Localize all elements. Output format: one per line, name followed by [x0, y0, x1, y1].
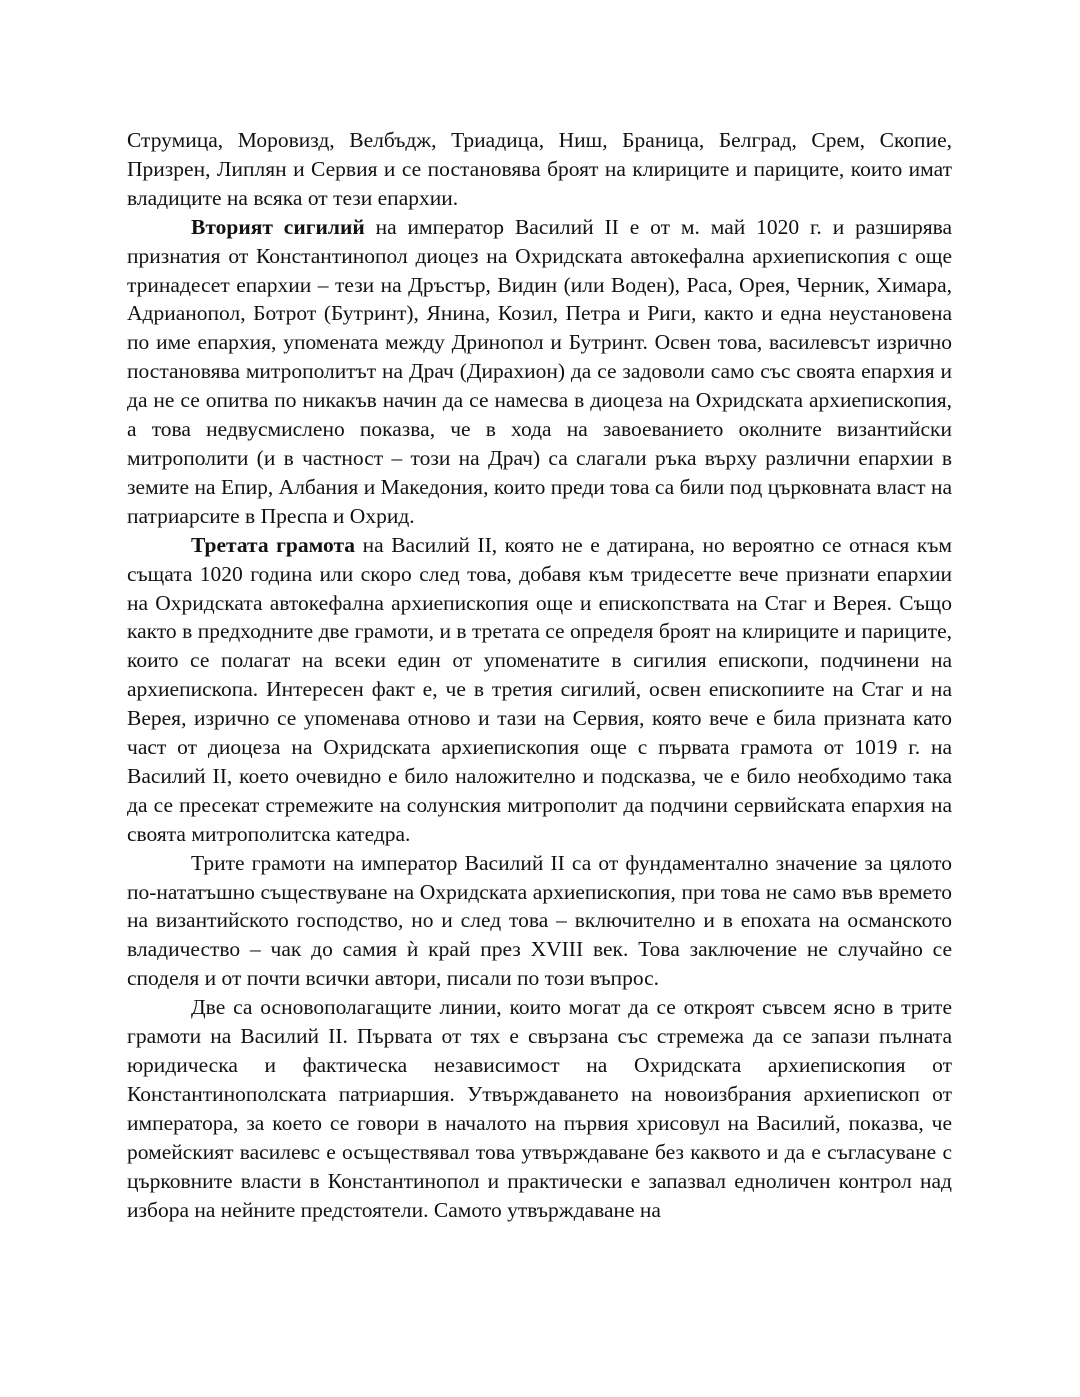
paragraph-3-text: на Василий II, която не е датирана, но вероятно се отнася към същата 1020 година или скоро след това, добавя към тридесетте вече признати епархии на Охридската автокефална архиепископия още и епископствата на Стаг и Верея. Също както в предходните две грамоти, и в третата се определя броят на клириците и париците, които се полагат на всеки един от упоменатите в сигилия епископи, подчинени на архиепископа. Интересен факт е, че в третия сигилий, освен епископиите на Стаг и на Верея, изрично се упоменава отново и тази на Сервия, която вече е била призната като част от диоцеза на Охридската архиепископия още с първата грамота от 1019 г. на Василий II, което очевидно е било наложително и подсказва, че е било необходимо така да се пресекат стремежите на солунския митрополит да подчини сервийската епархия на своята митрополитска катедра. — [127, 532, 953, 846]
paragraph-2-lead: Вторият сигилий — [191, 214, 365, 239]
paragraph-4 — [127, 849, 952, 994]
paragraph-5-text: Две са основополагащите линии, които могат да се откроят съвсем ясно в трите грамоти на Василий II. Първата от тях е свързана със стремежа да се запази пълната юридическа и фактическа независимост на Охридската архиепископия от Константинополската патриаршия. Утвърждаването на новоизбрания архиепископ от императора, за което се говори в началото на първия хрисовул на Василий, показва, че ромейският василевс е осъществявал това утвърждаване без каквото и да е съгласуване с църковните власти в Константинопол и практически е запазвал едноличен контрол над избора на нейните предстоятели. Самото утвърждаване на — [127, 995, 952, 1222]
paragraph-2-text: на император Василий II е от м. май 1020 г. и разширява признатия от Константинопол диоцез на Охридската автокефална архиепископия с още тринадесет епархии – тези на Дръстър, Видин (или Воден), Раса, Орея, Черник, Химара, Адрианопол, Ботрот (Бутринт), Янина, Козил, Петра и Риги, както и една неустановена по име епархия, упоменатa между Дринопол и Бутринт. Освен това, василевсът изрично постановява митрополитът на Драч (Дирахион) да се задоволи само със своята епархия и да не се опитва по никакъв начин да се намесва в диоцеза на Охридската архиепископия, а това недвусмислено показва, че в хода на завоеванието околните византийски митрополити (и в частност – този на Драч) са слагали ръка върху различни епархии в земите на Епир, Албания и Македония, които преди това са били под църковната власт на патриарсите в Преспа и Охрид. — [127, 214, 952, 528]
paragraph-4-text: Трите грамоти на император Василий II са от фундаментално значение за цялото по-нататъшно съществуване на Охридската архиепископия, при това не само във времето на византийското господство, но и след това – включително и в епохата на османското владичество – чак до самия ѝ край през XVIII век. Това заключение не случайно се споделя и от почти всички автори, писали по този въпрос. — [127, 850, 952, 991]
paragraph-1-text: Струмица, Моровизд, Велбъдж, Триадица, Ниш, Браница, Белград, Срем, Скопие, Призрен, Липлян и Сервия и се постановява броят на клириците и париците, които имат владиците на всяка от тези епархии. — [127, 128, 952, 210]
paragraph-1 — [127, 126, 952, 213]
paragraph-2 — [127, 213, 952, 531]
paragraph-5 — [127, 993, 952, 1224]
document-body — [127, 126, 952, 1224]
paragraph-3 — [127, 531, 952, 849]
paragraph-3-lead: Третата грамота — [191, 532, 356, 557]
